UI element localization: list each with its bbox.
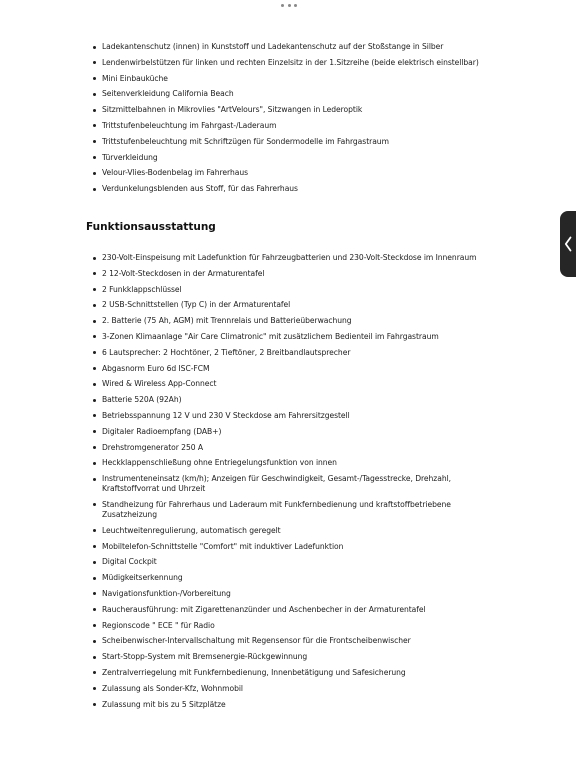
- equipment-list: [102, 42, 502, 200]
- list-item: Trittstufenbeleuchtung mit Schriftzügen für Sondermodelle im Fahrgastraum: [102, 137, 502, 147]
- list-item: Mobiltelefon-Schnittstelle "Comfort" mit induktiver Ladefunktion: [102, 542, 502, 552]
- list-item: Müdigkeitserkennung: [102, 573, 502, 583]
- list-item: Verdunkelungsblenden aus Stoff, für das Fahrerhaus: [102, 184, 502, 194]
- list-item: Zulassung mit bis zu 5 Sitzplätze: [102, 700, 502, 710]
- list-item: 2. Batterie (75 Ah, AGM) mit Trennrelais und Batterieüberwachung: [102, 316, 502, 326]
- list-item: Mini Einbauküche: [102, 74, 502, 84]
- list-item: 3-Zonen Klimaanlage "Air Care Climatronic" mit zusätzlichem Bedienteil im Fahrgastraum: [102, 332, 502, 342]
- section-heading-funktionsausstattung: Funktionsausstattung: [86, 221, 216, 233]
- list-item: Raucherausführung: mit Zigarettenanzünder und Aschenbecher in der Armaturentafel: [102, 605, 502, 615]
- list-item: Lendenwirbelstützen für linken und rechten Einzelsitz in der 1.Sitzreihe (beide elektrisch einstellbar): [102, 58, 502, 68]
- list-item: Start-Stopp-System mit Bremsenergie-Rückgewinnung: [102, 652, 502, 662]
- list-item: 2 USB-Schnittstellen (Typ C) in der Armaturentafel: [102, 300, 502, 310]
- list-item: Regionscode " ECE " für Radio: [102, 621, 502, 631]
- list-item: 230-Volt-Einspeisung mit Ladefunktion für Fahrzeugbatterien und 230-Volt-Steckdose im Innenraum: [102, 253, 502, 263]
- list-item: Digital Cockpit: [102, 557, 502, 567]
- list-item: Leuchtweitenregulierung, automatisch geregelt: [102, 526, 502, 536]
- list-item: Sitzmittelbahnen in Mikrovlies "ArtVelours", Sitzwangen in Lederoptik: [102, 105, 502, 115]
- list-item: 6 Lautsprecher: 2 Hochtöner, 2 Tieftöner, 2 Breitbandlautsprecher: [102, 348, 502, 358]
- list-item: Velour-Vlies-Bodenbelag im Fahrerhaus: [102, 168, 502, 178]
- list-item: Türverkleidung: [102, 153, 502, 163]
- list-item: Navigationsfunktion-/Vorbereitung: [102, 589, 502, 599]
- list-item: Zentralverriegelung mit Funkfernbedienung, Innenbetätigung und Safesicherung: [102, 668, 502, 678]
- list-item: Seitenverkleidung California Beach: [102, 89, 502, 99]
- list-item: Ladekantenschutz (innen) in Kunststoff und Ladekantenschutz auf der Stoßstange in Silber: [102, 42, 502, 52]
- list-item: Heckklappenschließung ohne Entriegelungsfunktion von innen: [102, 458, 502, 468]
- list-item: Standheizung für Fahrerhaus und Laderaum mit Funkfernbedienung und kraftstoffbetriebene Zusatzheizung: [102, 500, 502, 520]
- list-item: Instrumenteneinsatz (km/h); Anzeigen für Geschwindigkeit, Gesamt-/Tagesstrecke, Drehzahl, Kraftstoffvorrat und Uhrzeit: [102, 474, 502, 494]
- list-item: Trittstufenbeleuchtung im Fahrgast-/Laderaum: [102, 121, 502, 131]
- list-item: Abgasnorm Euro 6d ISC-FCM: [102, 364, 502, 374]
- list-item: Batterie 520A (92Ah): [102, 395, 502, 405]
- function-list: [102, 253, 502, 715]
- list-item: Scheibenwischer-Intervallschaltung mit Regensensor für die Frontscheibenwischer: [102, 636, 502, 646]
- side-panel-toggle[interactable]: [560, 211, 576, 277]
- list-item: 2 12-Volt-Steckdosen in der Armaturentafel: [102, 269, 502, 279]
- chevron-left-icon: [564, 236, 572, 252]
- list-item: Digitaler Radioempfang (DAB+): [102, 427, 502, 437]
- list-item: Zulassung als Sonder-Kfz, Wohnmobil: [102, 684, 502, 694]
- list-item: Wired & Wireless App-Connect: [102, 379, 502, 389]
- list-item: Betriebsspannung 12 V und 230 V Steckdose am Fahrersitzgestell: [102, 411, 502, 421]
- list-item: Drehstromgenerator 250 A: [102, 443, 502, 453]
- list-item: 2 Funkklappschlüssel: [102, 285, 502, 295]
